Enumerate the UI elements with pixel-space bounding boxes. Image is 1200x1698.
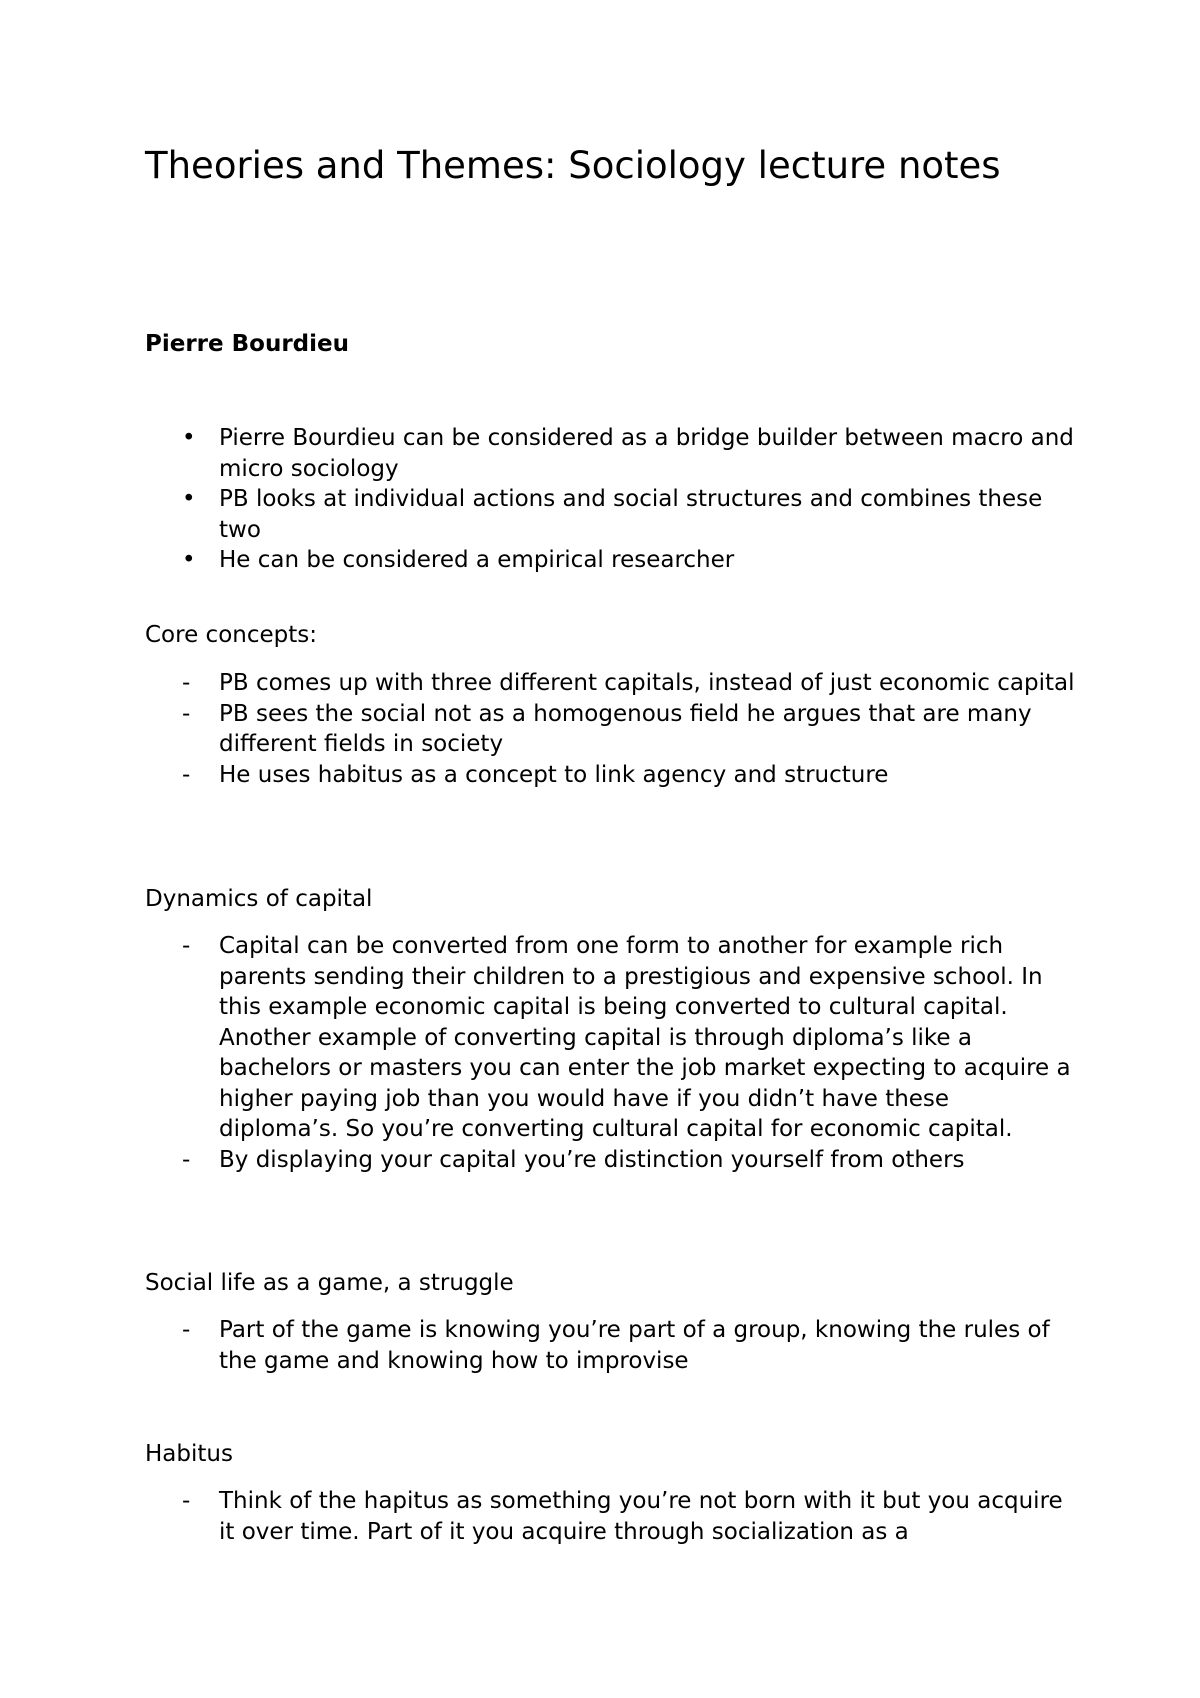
list-item [145,760,1075,791]
dash-list-dynamics-of-capital [145,931,1075,1175]
bullet-marker: • [182,486,196,512]
list-item-text: Capital can be converted from one form to another for example rich parents sending their children to a prestigious and expensive school. In this example economic capital is being converted to cultural capital. Another example of converting capital is through diploma’s like a bachelors or masters you can enter the job market expecting to acquire a higher paying job than you would have if you didn’t have these diploma’s. So you’re converting cultural capital for economic capital. [219,933,1071,1142]
list-item [145,668,1075,699]
list-item [145,931,1075,1145]
dash-list-habitus [145,1486,1075,1547]
dash-marker: - [182,1146,191,1173]
list-item-text: By displaying your capital you’re distinction yourself from others [219,1146,965,1173]
dash-list-social-life [145,1315,1075,1376]
list-item [145,545,1075,576]
bullet-marker: • [182,425,196,451]
dash-marker: - [182,761,191,788]
list-item-text: He uses habitus as a concept to link agency and structure [219,761,889,788]
section-heading-habitus: Habitus [145,1441,233,1467]
list-item [145,423,1075,484]
section-heading-core-concepts: Core concepts: [145,622,317,648]
dash-marker: - [182,700,191,727]
list-item-text: PB sees the social not as a homogenous field he argues that are many different fields in society [219,700,1032,757]
bullet-marker: • [182,547,196,573]
list-item [145,1315,1075,1376]
section-heading-social-life: Social life as a game, a struggle [145,1270,514,1296]
list-item-text: Pierre Bourdieu can be considered as a bridge builder between macro and micro sociology [219,425,1074,482]
dash-marker: - [182,933,191,959]
list-item [145,484,1075,545]
list-item-text: PB comes up with three different capitals, instead of just economic capital [219,670,1075,696]
dash-marker: - [182,1488,191,1514]
dash-marker: - [182,670,191,696]
list-item [145,1486,1075,1547]
list-item-text: Part of the game is knowing you’re part of a group, knowing the rules of the game and knowing how to improvise [219,1317,1050,1374]
list-item [145,699,1075,760]
section-heading-pierre-bourdieu: Pierre Bourdieu [145,331,350,357]
list-item-text: PB looks at individual actions and social structures and combines these two [219,486,1043,543]
section-heading-dynamics-of-capital: Dynamics of capital [145,886,373,912]
dash-marker: - [182,1317,191,1343]
list-item-text: Think of the hapitus as something you’re not born with it but you acquire it over time. Part of it you acquire through socialization as a [219,1488,1063,1545]
document-title: Theories and Themes: Sociology lecture notes [145,144,1001,187]
list-item-text: He can be considered a empirical researcher [219,547,735,573]
dash-list-core-concepts [145,668,1075,790]
bullet-list-pierre-bourdieu [145,423,1075,576]
list-item [145,1145,1075,1176]
